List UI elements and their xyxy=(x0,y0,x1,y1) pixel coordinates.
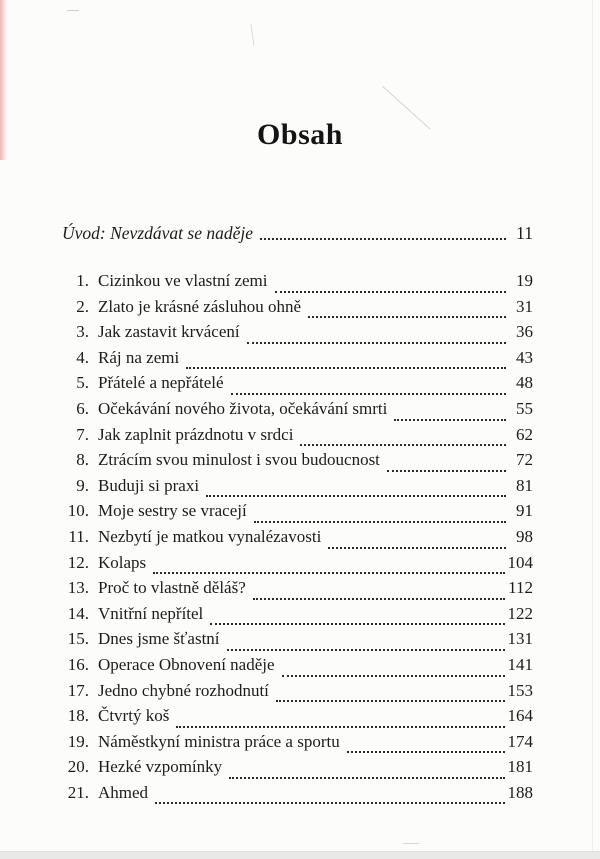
toc-entry-number: 10. xyxy=(67,501,89,521)
scan-artifact xyxy=(250,24,254,46)
dot-leader xyxy=(253,598,505,600)
toc-entry-number: 2. xyxy=(76,296,89,316)
toc-entry xyxy=(60,271,533,297)
toc-entry xyxy=(60,297,533,323)
toc-entry-number: 1. xyxy=(76,271,89,290)
toc-entry-number: 16. xyxy=(67,654,89,674)
toc-entry-title: Jak zastavit krvácení xyxy=(98,322,240,342)
dot-leader xyxy=(347,751,505,753)
toc-entry-title: Očekávání nového života, očekávání smrti xyxy=(98,398,388,418)
toc-entry-title: Přátelé a nepřátelé xyxy=(98,373,224,393)
toc-entry xyxy=(60,783,533,809)
dot-leader xyxy=(308,316,506,318)
dot-leader xyxy=(210,623,504,625)
intro-label: Úvod: Nevzdávat se naděje xyxy=(62,223,253,243)
toc-entry-number: 12. xyxy=(67,552,89,572)
dot-leader xyxy=(186,367,506,369)
toc-entry-number: 11. xyxy=(68,526,89,546)
scan-bottom-shadow xyxy=(0,851,600,859)
toc-entry-page: 104 xyxy=(507,552,533,572)
dot-leader xyxy=(153,572,504,574)
dot-leader xyxy=(282,675,505,677)
toc-entry-page: 72 xyxy=(516,450,533,470)
toc-entry-page: 43 xyxy=(516,347,533,367)
toc-entry-number: 5. xyxy=(76,373,89,393)
toc-entry-page: 62 xyxy=(516,424,533,444)
toc-entry-page: 174 xyxy=(507,731,533,751)
dot-leader xyxy=(229,777,504,779)
toc-entry-title: Ahmed xyxy=(98,782,149,802)
toc-entry-page: 98 xyxy=(516,526,533,546)
page-title: Obsah xyxy=(257,118,343,151)
toc-entry-number: 15. xyxy=(67,629,89,649)
toc-entry-page: 141 xyxy=(507,654,533,674)
toc-entry-title: Nezbytí je matkou vynalézavosti xyxy=(98,526,322,546)
toc-entry-page: 55 xyxy=(516,398,533,418)
toc-entry-page: 81 xyxy=(516,475,533,495)
toc-entry-title: Dnes jsme šťastní xyxy=(98,629,220,649)
toc-entry-page: 48 xyxy=(516,373,533,393)
toc-entry-page: 153 xyxy=(507,680,533,700)
scan-artifact xyxy=(403,843,419,844)
toc-entry-page: 164 xyxy=(507,706,533,726)
toc-entry-page: 112 xyxy=(508,578,533,598)
toc-entry-number: 17. xyxy=(67,680,89,700)
toc-entry-title: Vnitřní nepřítel xyxy=(98,603,204,623)
dot-leader xyxy=(275,291,507,293)
toc-entry-title: Ráj na zemi xyxy=(98,347,180,367)
toc-entry-number: 9. xyxy=(76,475,89,495)
dot-leader xyxy=(328,547,506,549)
dot-leader xyxy=(394,419,506,421)
dot-leader xyxy=(176,726,504,728)
toc-entry xyxy=(60,732,533,758)
toc-entry-title: Čtvrtý koš xyxy=(98,706,170,726)
toc-entry-title: Kolaps xyxy=(98,552,147,572)
toc-entry xyxy=(60,706,533,732)
toc-entry xyxy=(60,348,533,374)
toc-entry-page: 122 xyxy=(507,603,533,623)
toc-entry xyxy=(60,501,533,527)
toc-entry-page: 31 xyxy=(516,296,533,316)
toc-entry-number: 3. xyxy=(76,322,89,342)
dot-leader xyxy=(387,470,506,472)
dot-leader xyxy=(206,495,506,497)
toc-entry-title: Náměstkyní ministra práce a sportu xyxy=(98,731,340,751)
toc-entry-number: 6. xyxy=(76,398,89,418)
toc-entry-number: 20. xyxy=(67,757,89,777)
toc-entry xyxy=(60,425,533,451)
toc-entry xyxy=(60,373,533,399)
toc-entry xyxy=(60,553,533,579)
dot-leader xyxy=(247,342,506,344)
toc-entry xyxy=(60,604,533,630)
toc-entry-number: 21. xyxy=(67,782,89,802)
toc-entry-title: Jedno chybné rozhodnutí xyxy=(98,680,269,700)
intro-page-number: 11 xyxy=(516,223,533,243)
toc-entry-number: 18. xyxy=(67,706,89,726)
toc-entry xyxy=(60,655,533,681)
toc-entry-page: 188 xyxy=(507,782,533,802)
toc-entry-title: Hezké vzpomínky xyxy=(98,757,223,777)
toc-entry-page: 181 xyxy=(507,757,533,777)
dot-leader xyxy=(231,393,506,395)
toc-entry xyxy=(60,578,533,604)
toc-entry xyxy=(60,527,533,553)
toc-entry-number: 19. xyxy=(67,731,89,751)
dot-leader xyxy=(227,649,505,651)
toc-entry-number: 14. xyxy=(67,603,89,623)
dot-leader xyxy=(155,802,504,804)
toc-entry-title: Moje sestry se vracejí xyxy=(98,501,247,521)
toc-list xyxy=(60,271,533,808)
toc-entry xyxy=(60,757,533,783)
toc-entry-page: 36 xyxy=(516,322,533,342)
toc-entry-page: 131 xyxy=(507,629,533,649)
toc-entry-number: 8. xyxy=(76,450,89,470)
scan-artifact xyxy=(67,10,79,11)
toc-entry-number: 13. xyxy=(67,578,89,598)
dot-leader xyxy=(254,521,506,523)
toc-entry-page: 91 xyxy=(516,501,533,521)
dot-leader xyxy=(300,444,506,446)
toc-entry-title: Jak zaplnit prázdnotu v srdci xyxy=(98,424,294,444)
toc-entry xyxy=(60,681,533,707)
toc-entry-page: 19 xyxy=(516,271,533,290)
dot-leader xyxy=(260,238,506,240)
toc-entry xyxy=(60,450,533,476)
intro-row xyxy=(62,222,533,244)
toc-entry-title: Proč to vlastně děláš? xyxy=(98,578,246,598)
toc-entry-number: 4. xyxy=(76,347,89,367)
toc-entry-title: Ztrácím svou minulost i svou budoucnost xyxy=(98,450,380,470)
toc-entry-number: 7. xyxy=(76,424,89,444)
toc-entry xyxy=(60,629,533,655)
toc-entry-title: Zlato je krásné zásluhou ohně xyxy=(98,296,301,316)
toc-entry-title: Buduji si praxi xyxy=(98,475,200,495)
dot-leader xyxy=(276,700,505,702)
toc-entry-title: Operace Obnovení naděje xyxy=(98,654,275,674)
toc-entry xyxy=(60,399,533,425)
toc-entry xyxy=(60,322,533,348)
toc-entry xyxy=(60,476,533,502)
toc-entry-title: Cizinkou ve vlastní zemi xyxy=(98,271,268,290)
